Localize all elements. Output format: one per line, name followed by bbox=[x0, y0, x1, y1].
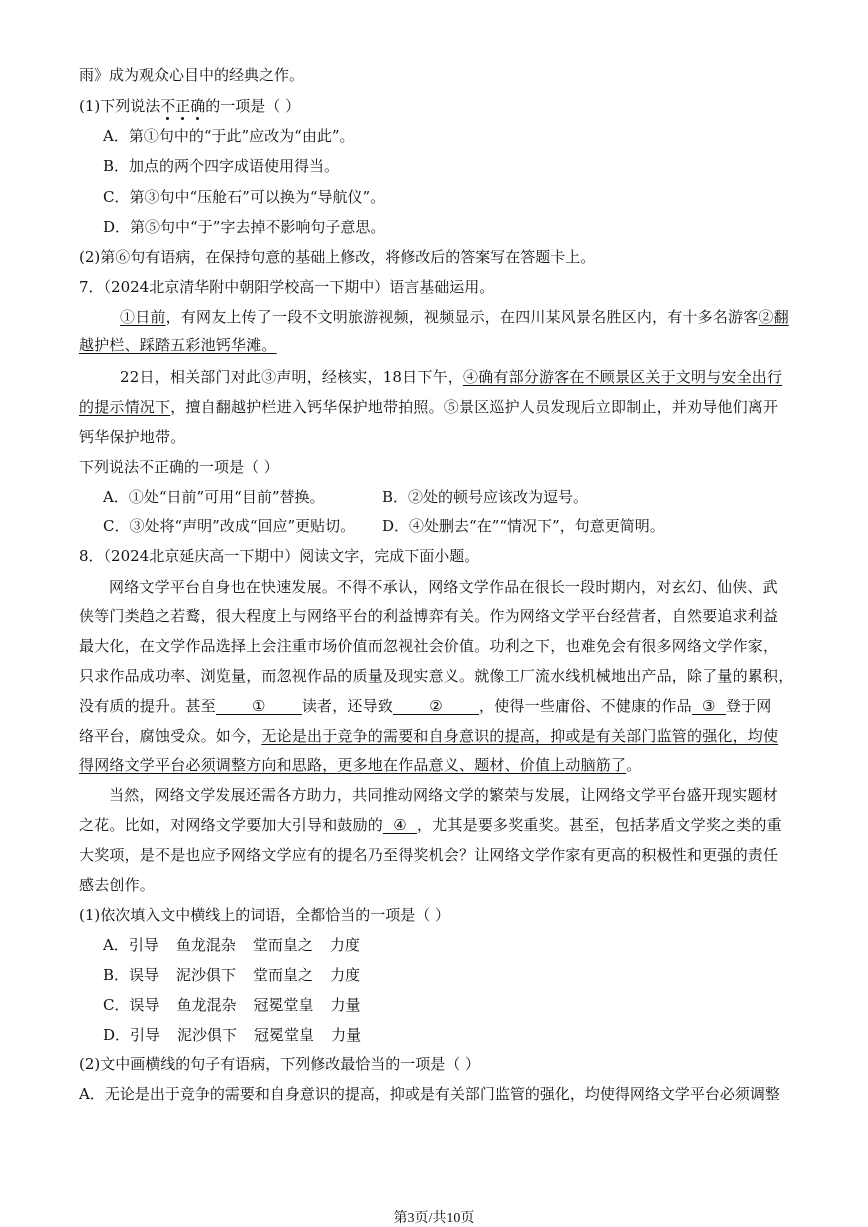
passage-line: 侠等门类趋之若鹜，很大程度上与网络平台的利益博弈有关。作为网络文学平台经营者，自然要追求利益 bbox=[79, 607, 779, 625]
passage-line: 得网络文学平台必须调整方向和思路，更多地在作品意义、题材、价值上动脑筋了。 bbox=[79, 756, 642, 774]
passage-line: 当然，网络文学发展还需各方助力，共同推动网络文学的繁荣与发展，让网络文学平台盛开现实题材 bbox=[109, 786, 778, 804]
option-a: A．①处“日前”可用“目前”替换。 bbox=[103, 488, 325, 506]
option-a: A．引导 鱼龙混杂 堂而皇之 力度 bbox=[103, 936, 360, 954]
fill-blank: ④ bbox=[383, 817, 417, 834]
question-header: 7．（2024北京清华附中朝阳学校高一下期中）语言基础运用。 bbox=[79, 278, 495, 296]
option-d: D．④处删去“在”“情况下”，句意更简明。 bbox=[382, 517, 665, 535]
passage-line: 之花。比如，对网络文学要加大引导和鼓励的 ④ ，尤其是要多奖重奖。甚至，包括茅盾文学奖之类的重 bbox=[79, 816, 782, 834]
option-d: D．引导 泥沙俱下 冠冕堂皇 力量 bbox=[103, 1026, 362, 1044]
question-stem: (2)文中画横线的句子有语病，下列修改最恰当的一项是（ ） bbox=[79, 1055, 481, 1073]
question-stem: 下列说法不正确的一项是（ ） bbox=[79, 458, 279, 476]
option-a: A．第①句中的“于此”应改为“由此”。 bbox=[103, 127, 355, 145]
question-stem: (2)第⑥句有语病，在保持句意的基础上修改，将修改后的答案写在答题卡上。 bbox=[79, 248, 596, 266]
option-c: C．第③句中“压舱石”可以换为“导航仪”。 bbox=[103, 188, 386, 206]
option-c: C．误导 鱼龙混杂 冠冕堂皇 力量 bbox=[103, 996, 361, 1014]
option-b: B．误导 泥沙俱下 堂而皇之 力度 bbox=[103, 966, 361, 984]
passage-line: 最大化，在文学作品选择上会注重市场价值而忽视社会价值。功利之下，也难免会有很多网络文学作家， bbox=[79, 637, 779, 655]
option-a: A．无论是出于竞争的需要和自身意识的提高，抑或是有关部门监管的强化，均使得网络文学平台必须调整 bbox=[79, 1085, 780, 1103]
passage-line: 的提示情况下，擅自翻越护栏进入钙华保护地带拍照。⑤景区巡护人员发现后立即制止，并劝导他们离开 bbox=[79, 398, 779, 416]
emphasis-dotted-text: 不正确 bbox=[160, 97, 206, 115]
passage-line: 钙华保护地带。 bbox=[79, 428, 186, 446]
passage-line: 大奖项，是不是也应予网络文学应有的提名乃至得奖机会？让网络文学作家有更高的积极性和更强的责任 bbox=[79, 846, 779, 864]
option-b: B．②处的顿号应该改为逗号。 bbox=[382, 488, 589, 506]
option-d: D．第⑤句中“于”字去掉不影响句子意思。 bbox=[103, 218, 386, 236]
fill-blank: ① bbox=[216, 698, 302, 715]
passage-line: 网络文学平台自身也在快速发展。不得不承认，网络文学作品在很长一段时期内，对玄幻、仙侠、武 bbox=[109, 578, 778, 596]
passage-line: 络平台，腐蚀受众。如今，无论是出于竞争的需要和自身意识的提高，抑或是有关部门监管的强化，均使 bbox=[79, 727, 779, 745]
option-c: C．③处将“声明”改成“回应”更贴切。 bbox=[103, 517, 356, 535]
passage-line: 越护栏、踩踏五彩池钙华滩。 bbox=[79, 336, 277, 354]
page-number: 第3页/共10页 bbox=[393, 1211, 475, 1226]
text-line: 雨》成为观众心目中的经典之作。 bbox=[79, 66, 305, 84]
passage-line: 感去创作。 bbox=[79, 876, 156, 894]
question-stem: (1)下列说法不正确的一项是（ ） bbox=[79, 97, 301, 115]
passage-line: 没有质的提升。甚至 ① 读者，还导致 ② ，使得一些庸俗、不健康的作品 ③ 登于网 bbox=[79, 697, 772, 715]
passage-line: 22日，相关部门对此③声明，经核实，18日下午，④确有部分游客在不顾景区关于文明与安全出行 bbox=[120, 368, 783, 386]
passage-line: ①日前，有网友上传了一段不文明旅游视频，视频显示，在四川某风景名胜区内，有十多名游客②翻 bbox=[120, 308, 789, 326]
fill-blank: ③ bbox=[692, 698, 726, 715]
fill-blank: ② bbox=[393, 698, 479, 715]
passage-line: 只求作品成功率、浏览量，而忽视作品的质量及现实意义。就像工厂流水线机械地出产品，除了量的累积， bbox=[79, 667, 794, 685]
question-stem: (1)依次填入文中横线上的词语，全都恰当的一项是（ ） bbox=[79, 906, 451, 924]
question-header: 8．（2024北京延庆高一下期中）阅读文字，完成下面小题。 bbox=[79, 547, 480, 565]
option-b: B．加点的两个四字成语使用得当。 bbox=[103, 157, 340, 175]
